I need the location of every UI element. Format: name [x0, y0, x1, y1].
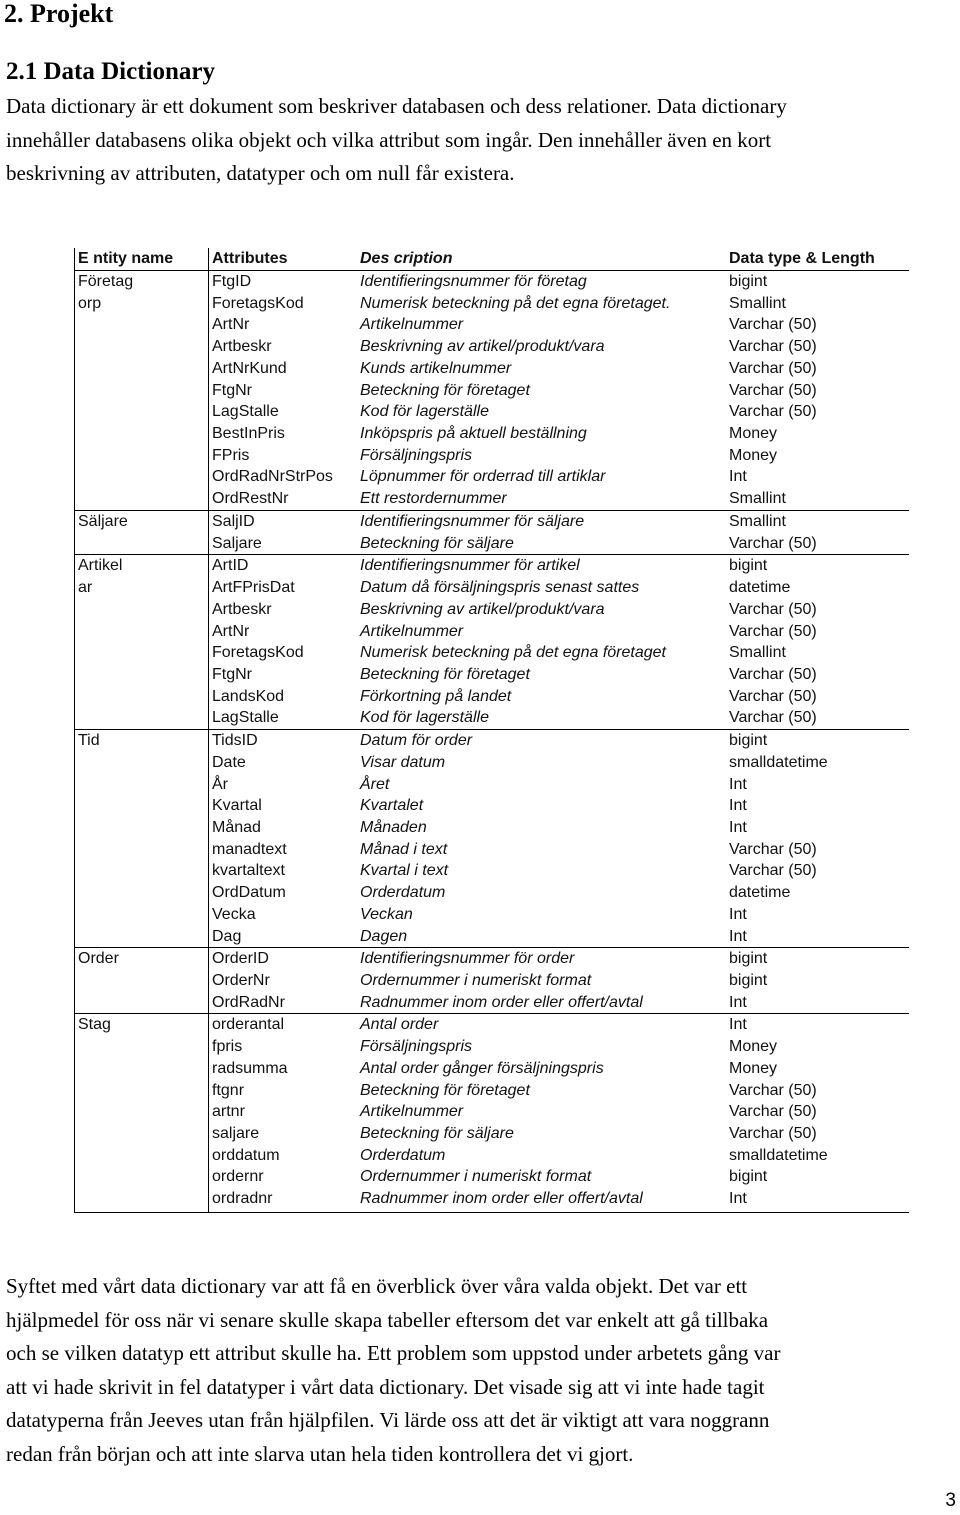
data-type-cell: datetime [729, 579, 791, 597]
description-cell: Datum då försäljningspris senast sattes [360, 579, 640, 597]
attribute-cell: Artbeskr [212, 600, 272, 618]
table-row [75, 314, 909, 336]
data-type-cell: Smallint [729, 490, 786, 508]
attribute-cell: Vecka [212, 905, 256, 923]
attribute-cell: Månad [212, 818, 261, 836]
entity-name-cell: Artikel [78, 557, 123, 575]
description-cell: Artikelnummer [360, 622, 464, 640]
closing-line: redan från början och att inte slarva utan hela tiden kontrollera det vi gjort. [6, 1441, 634, 1466]
attribute-cell: kvartaltext [212, 862, 285, 880]
attribute-cell: Artbeskr [212, 338, 272, 356]
page-number: 3 [945, 1490, 956, 1511]
description-cell: Radnummer inom order eller offert/avtal [360, 1190, 643, 1208]
description-cell: Identifieringsnummer för artikel [360, 557, 580, 575]
description-cell: Inköpspris på aktuell beställning [360, 425, 587, 443]
data-type-cell: Money [729, 425, 778, 443]
header-entity-name: E ntity name [78, 250, 174, 267]
data-type-cell: Varchar (50) [729, 1103, 817, 1121]
data-type-cell: Varchar (50) [729, 316, 817, 334]
description-cell: Ordernummer i numeriskt format [360, 972, 592, 989]
data-type-cell: Varchar (50) [729, 709, 817, 727]
closing-paragraph [6, 1270, 956, 1472]
description-cell: Beskrivning av artikel/produkt/vara [360, 338, 605, 356]
entity-name-cell: orp [78, 294, 102, 312]
attribute-cell: ftgnr [212, 1081, 245, 1099]
data-type-cell: smalldatetime [729, 1146, 828, 1164]
table-row [75, 293, 909, 315]
attribute-cell: FtgNr [212, 665, 252, 683]
closing-line: att vi hade skrivit in fel datatyper i vårt data dictionary. Det visade sig att vi inte hade tagit [6, 1374, 765, 1399]
table-row [75, 1058, 909, 1080]
data-type-cell: Int [729, 818, 747, 836]
table-row [75, 992, 909, 1014]
data-dictionary-table [74, 248, 909, 1213]
description-cell: Ett restordernummer [360, 490, 507, 508]
data-type-cell: Varchar (50) [729, 840, 817, 858]
data-type-cell: Varchar (50) [729, 338, 817, 356]
entity-name-cell: ar [78, 579, 93, 597]
table-row [75, 1036, 909, 1058]
data-type-cell: Money [729, 1038, 778, 1056]
description-cell: Veckan [360, 905, 413, 923]
table-row [75, 664, 909, 686]
table-row [75, 730, 909, 752]
table-row [75, 555, 909, 577]
entity-name-cell: Order [78, 950, 119, 968]
description-cell: Förkortning på landet [360, 687, 512, 705]
data-type-cell: Varchar (50) [729, 665, 817, 683]
description-cell: Artikelnummer [360, 316, 464, 334]
data-type-cell: Varchar (50) [729, 1125, 817, 1143]
attribute-cell: manadtext [212, 840, 287, 858]
header-attributes: Attributes [212, 250, 288, 267]
table-row [75, 577, 909, 599]
attribute-cell: ordradnr [212, 1190, 273, 1208]
description-cell: Identifieringsnummer för företag [360, 273, 587, 290]
description-cell: Kunds artikelnummer [360, 359, 512, 377]
table-row [75, 358, 909, 380]
table-row [75, 1080, 909, 1102]
table-row [75, 423, 909, 445]
table-row [75, 380, 909, 402]
intro-line: beskrivning av attributen, datatyper och om null får existera. [6, 161, 515, 186]
attribute-cell: Date [212, 753, 246, 771]
data-type-cell: Varchar (50) [729, 622, 817, 640]
description-cell: Kod för lagerställe [360, 403, 489, 421]
data-type-cell: Varchar (50) [729, 600, 817, 618]
data-type-cell: Int [729, 468, 747, 486]
table-row [75, 752, 909, 774]
description-cell: Löpnummer för orderrad till artiklar [360, 468, 606, 486]
description-cell: Beteckning för företaget [360, 1081, 530, 1099]
description-cell: Antal order [360, 1016, 439, 1034]
data-type-cell: Int [729, 993, 747, 1011]
description-cell: Kod för lagerställe [360, 709, 489, 727]
table-header-row [75, 248, 909, 270]
attribute-cell: orddatum [212, 1146, 280, 1164]
attribute-cell: TidsID [212, 732, 258, 750]
description-cell: Orderdatum [360, 884, 446, 902]
data-type-cell: smalldatetime [729, 753, 828, 771]
entity-name-cell: Säljare [78, 512, 128, 530]
table-row [75, 336, 909, 358]
table-row [75, 882, 909, 904]
data-type-cell: bigint [729, 950, 768, 968]
table-row [75, 774, 909, 796]
attribute-cell: fpris [212, 1038, 243, 1056]
attribute-cell: ArtNr [212, 622, 250, 640]
entity-name-cell: Företag [78, 273, 134, 290]
data-type-cell: Varchar (50) [729, 1081, 817, 1099]
description-cell: Försäljningspris [360, 446, 473, 464]
table-row [75, 860, 909, 882]
data-type-cell: bigint [729, 557, 768, 575]
table-row [75, 445, 909, 467]
description-cell: Orderdatum [360, 1146, 446, 1164]
description-cell: Kvartal i text [360, 862, 449, 880]
description-cell: Beteckning för företaget [360, 381, 530, 399]
data-type-cell: Varchar (50) [729, 381, 817, 399]
entity-name-cell: Stag [78, 1016, 111, 1034]
data-type-cell: Int [729, 1016, 747, 1034]
attribute-cell: Saljare [212, 534, 262, 552]
entity-group [75, 270, 909, 510]
data-type-cell: Varchar (50) [729, 359, 817, 377]
table-row [75, 1166, 909, 1188]
table-row [75, 511, 909, 533]
data-type-cell: datetime [729, 884, 791, 902]
table-row [75, 1188, 909, 1210]
table-row [75, 642, 909, 664]
header-data-type: Data type & Length [729, 250, 875, 267]
description-cell: Månaden [360, 818, 427, 836]
data-type-cell: Smallint [729, 512, 786, 530]
table-row [75, 533, 909, 555]
data-type-cell: Int [729, 775, 747, 793]
section-heading: 2. Projekt [4, 0, 114, 28]
attribute-cell: LagStalle [212, 709, 279, 727]
description-cell: Månad i text [360, 840, 448, 858]
table-row [75, 904, 909, 926]
description-cell: Försäljningspris [360, 1038, 473, 1056]
entity-group [75, 1013, 909, 1209]
table-row [75, 1014, 909, 1036]
description-cell: Beskrivning av artikel/produkt/vara [360, 600, 605, 618]
attribute-cell: ordernr [212, 1168, 264, 1186]
data-type-cell: Varchar (50) [729, 862, 817, 880]
attribute-cell: Dag [212, 927, 242, 945]
closing-line: och se vilken datatyp ett attribut skulle ha. Ett problem som uppstod under arbetets gång var [6, 1341, 781, 1366]
entity-group [75, 729, 909, 947]
attribute-cell: OrderNr [212, 972, 270, 989]
attribute-cell: artnr [212, 1103, 245, 1121]
description-cell: Beteckning för säljare [360, 534, 514, 552]
data-type-cell: Smallint [729, 294, 786, 312]
entity-group [75, 510, 909, 554]
table-row [75, 599, 909, 621]
entity-group [75, 554, 909, 729]
description-cell: Beteckning för säljare [360, 1125, 514, 1143]
description-cell: Numerisk beteckning på det egna företaget [360, 644, 666, 662]
table-row [75, 271, 909, 293]
attribute-cell: LagStalle [212, 403, 279, 421]
description-cell: Datum för order [360, 732, 473, 750]
data-type-cell: Int [729, 927, 747, 945]
description-cell: Dagen [360, 927, 408, 945]
intro-line: innehåller databasens olika objekt och vilka attribut som ingår. Den innehåller även en kort [6, 127, 772, 152]
attribute-cell: ForetagsKod [212, 294, 304, 312]
table-row [75, 948, 909, 970]
description-cell: Artikelnummer [360, 1103, 464, 1121]
entity-name-cell: Tid [78, 732, 100, 750]
header-description: Des cription [360, 250, 453, 267]
data-type-cell: Int [729, 797, 747, 815]
description-cell: Antal order gånger försäljningspris [360, 1059, 604, 1077]
description-cell: Radnummer inom order eller offert/avtal [360, 993, 643, 1011]
attribute-cell: Kvartal [212, 797, 262, 815]
attribute-cell: OrdRadNrStrPos [212, 468, 333, 486]
attribute-cell: FtgNr [212, 381, 252, 399]
description-cell: Visar datum [360, 753, 446, 771]
description-cell: Året [360, 775, 390, 793]
data-type-cell: Varchar (50) [729, 534, 817, 552]
attribute-cell: ArtNrKund [212, 359, 287, 377]
table-row [75, 488, 909, 510]
attribute-cell: SaljID [212, 512, 255, 530]
table-row [75, 1145, 909, 1167]
table-row [75, 817, 909, 839]
table-row [75, 839, 909, 861]
table-row [75, 686, 909, 708]
description-cell: Beteckning för företaget [360, 665, 530, 683]
attribute-cell: LandsKod [212, 687, 285, 705]
data-type-cell: Int [729, 905, 747, 923]
data-type-cell: Money [729, 1059, 778, 1077]
intro-paragraph [6, 90, 956, 191]
table-row [75, 795, 909, 817]
attribute-cell: ForetagsKod [212, 644, 304, 662]
attribute-cell: ArtID [212, 557, 249, 575]
attribute-cell: ArtFPrisDat [212, 579, 295, 597]
subsection-heading: 2.1 Data Dictionary [6, 58, 215, 85]
attribute-cell: OrderID [212, 950, 269, 968]
table-row [75, 1123, 909, 1145]
intro-line: Data dictionary är ett dokument som beskriver databasen och dess relationer. Data dictionary [6, 94, 787, 118]
attribute-cell: FPris [212, 446, 250, 464]
entity-group [75, 947, 909, 1013]
table-body [75, 270, 909, 1210]
attribute-cell: orderantal [212, 1016, 285, 1034]
attribute-cell: saljare [212, 1125, 260, 1143]
description-cell: Ordernummer i numeriskt format [360, 1168, 592, 1186]
description-cell: Kvartalet [360, 797, 424, 815]
table-row [75, 970, 909, 992]
attribute-cell: BestInPris [212, 425, 285, 443]
table-row [75, 466, 909, 488]
description-cell: Identifieringsnummer för order [360, 950, 575, 968]
data-type-cell: bigint [729, 273, 768, 290]
closing-line: datatyperna från Jeeves utan från hjälpfilen. Vi lärde oss att det är viktigt att vara noggrann [6, 1408, 770, 1433]
data-type-cell: bigint [729, 972, 768, 989]
table-row [75, 1101, 909, 1123]
table-row [75, 621, 909, 643]
closing-line: Syftet med vårt data dictionary var att få en överblick över våra valda objekt. Det var ett [6, 1274, 748, 1298]
data-type-cell: bigint [729, 1168, 768, 1186]
data-type-cell: bigint [729, 732, 768, 750]
data-type-cell: Money [729, 446, 778, 464]
attribute-cell: OrdRadNr [212, 993, 285, 1011]
description-cell: Identifieringsnummer för säljare [360, 512, 585, 530]
data-type-cell: Smallint [729, 644, 786, 662]
table-row [75, 707, 909, 729]
table-row [75, 401, 909, 423]
attribute-cell: OrdDatum [212, 884, 286, 902]
attribute-cell: År [212, 775, 228, 793]
attribute-cell: OrdRestNr [212, 490, 289, 508]
data-type-cell: Varchar (50) [729, 403, 817, 421]
closing-line: hjälpmedel för oss när vi senare skulle skapa tabeller eftersom det var enkelt att gå tillbaka [6, 1307, 769, 1332]
attribute-cell: FtgID [212, 273, 252, 290]
data-type-cell: Int [729, 1190, 747, 1208]
attribute-cell: ArtNr [212, 316, 250, 334]
data-type-cell: Varchar (50) [729, 687, 817, 705]
attribute-cell: radsumma [212, 1059, 288, 1077]
description-cell: Numerisk beteckning på det egna företaget. [360, 294, 671, 312]
table-row [75, 926, 909, 948]
